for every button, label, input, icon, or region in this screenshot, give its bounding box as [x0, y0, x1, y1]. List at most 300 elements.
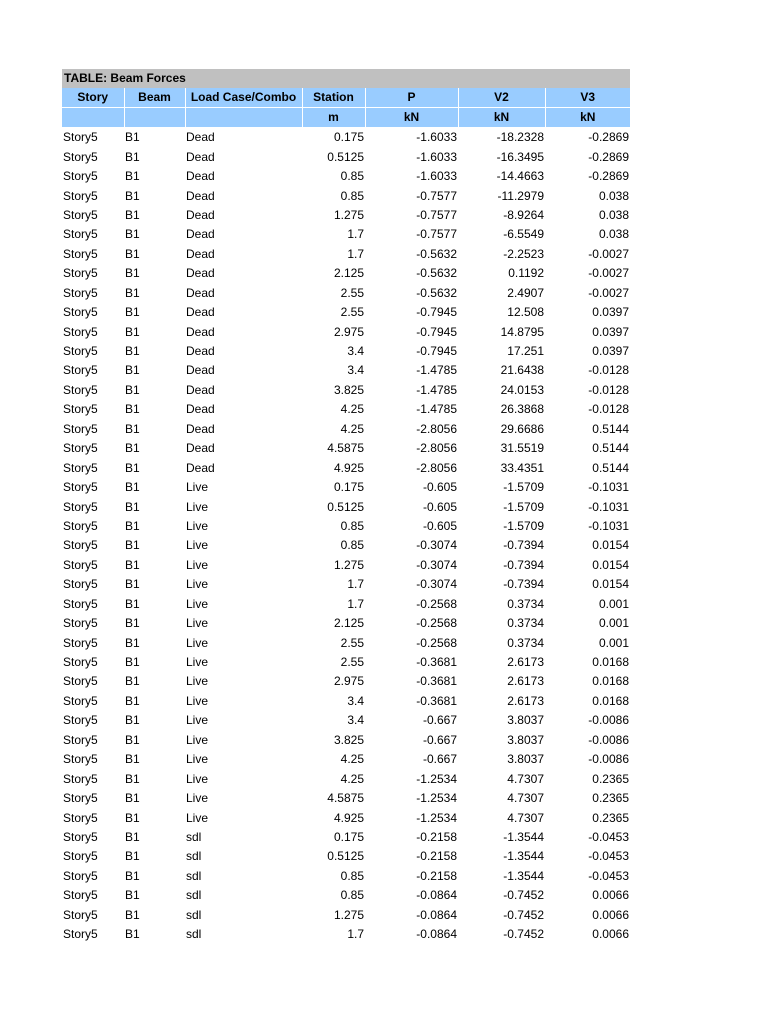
table-row [62, 517, 630, 536]
cell-v3: 0.0066 [592, 927, 629, 942]
cell-beam: B1 [125, 421, 140, 436]
cell-v2: 0.1192 [508, 266, 544, 281]
cell-load-case: Live [186, 810, 209, 825]
cell-p: -1.6033 [416, 130, 457, 145]
cell-story: Story5 [63, 888, 98, 903]
cell-beam: B1 [125, 849, 140, 864]
table-row [62, 361, 630, 380]
table-row [62, 672, 630, 691]
cell-v2: 14.8795 [500, 324, 544, 339]
cell-v3: 0.2365 [592, 810, 629, 825]
cell-p: -1.4785 [416, 363, 457, 378]
cell-load-case: sdl [186, 829, 202, 844]
cell-p: -0.7577 [416, 188, 457, 203]
cell-beam: B1 [125, 363, 140, 378]
table-row [62, 867, 630, 886]
cell-load-case: Dead [186, 402, 215, 417]
cell-v3: -0.2869 [588, 169, 629, 184]
beam-forces-table [62, 88, 630, 944]
cell-v3: 0.0397 [592, 305, 629, 320]
cell-station: 0.85 [340, 518, 364, 533]
table-row [62, 439, 630, 458]
cell-story: Story5 [63, 927, 98, 942]
cell-v2: 0.3734 [507, 635, 544, 650]
table-row [62, 303, 630, 322]
table-row [62, 614, 630, 633]
unit-load-case [185, 108, 302, 128]
cell-v2: -16.3495 [496, 149, 544, 164]
cell-v2: -0.7452 [503, 907, 544, 922]
cell-load-case: Live [186, 557, 209, 572]
cell-station: 3.825 [333, 382, 364, 397]
cell-story: Story5 [63, 829, 98, 844]
cell-station: 3.4 [347, 363, 364, 378]
cell-station: 0.85 [340, 888, 364, 903]
cell-v2: -18.2328 [496, 130, 544, 145]
cell-story: Story5 [63, 616, 98, 631]
cell-load-case: Live [186, 713, 209, 728]
cell-v3: 0.0066 [592, 888, 629, 903]
cell-station: 0.85 [340, 188, 364, 203]
cell-p: -0.3681 [416, 674, 457, 689]
cell-v3: 0.0397 [592, 324, 629, 339]
table-row [62, 381, 630, 400]
table-row [62, 653, 630, 672]
cell-beam: B1 [125, 460, 140, 475]
units-row [62, 108, 630, 128]
unit-v3: kN [545, 108, 630, 128]
cell-v3: 0.0168 [592, 655, 629, 670]
cell-story: Story5 [63, 713, 98, 728]
cell-story: Story5 [63, 635, 98, 650]
cell-load-case: Live [186, 518, 209, 533]
cell-story: Story5 [63, 752, 98, 767]
cell-beam: B1 [125, 441, 140, 456]
cell-v3: -0.0128 [588, 363, 629, 378]
header-p: P [365, 88, 458, 108]
cell-p: -0.7945 [416, 344, 457, 359]
cell-beam: B1 [125, 324, 140, 339]
cell-p: -0.0864 [416, 927, 457, 942]
cell-v2: -0.7452 [503, 927, 544, 942]
beam-forces-table-container [62, 69, 630, 944]
unit-story [62, 108, 124, 128]
cell-v2: 2.6173 [507, 655, 544, 670]
cell-station: 2.55 [340, 285, 364, 300]
cell-beam: B1 [125, 713, 140, 728]
cell-station: 3.825 [333, 732, 364, 747]
cell-station: 4.5875 [327, 441, 364, 456]
cell-p: -0.605 [422, 480, 457, 495]
cell-v3: -0.1031 [588, 518, 629, 533]
cell-v2: -1.5709 [503, 518, 544, 533]
cell-v3: 0.0168 [592, 693, 629, 708]
cell-beam: B1 [125, 227, 140, 242]
cell-beam: B1 [125, 518, 140, 533]
cell-p: -1.2534 [416, 771, 457, 786]
cell-v3: 0.038 [598, 207, 629, 222]
cell-v2: 21.6438 [500, 363, 544, 378]
cell-p: -0.3681 [416, 655, 457, 670]
cell-beam: B1 [125, 188, 140, 203]
cell-beam: B1 [125, 130, 140, 145]
cell-v3: 0.0397 [592, 344, 629, 359]
cell-story: Story5 [63, 402, 98, 417]
cell-p: -2.8056 [416, 460, 457, 475]
cell-load-case: Live [186, 616, 209, 631]
table-row [62, 458, 630, 477]
cell-beam: B1 [125, 674, 140, 689]
cell-v2: -2.2523 [503, 246, 544, 261]
cell-story: Story5 [63, 305, 98, 320]
cell-station: 2.975 [333, 674, 364, 689]
cell-v2: -1.5709 [503, 499, 544, 514]
cell-v2: -1.3544 [503, 829, 544, 844]
unit-beam [124, 108, 185, 128]
cell-beam: B1 [125, 791, 140, 806]
cell-p: -0.2158 [416, 849, 457, 864]
cell-story: Story5 [63, 557, 98, 572]
cell-load-case: Live [186, 771, 209, 786]
cell-beam: B1 [125, 207, 140, 222]
cell-station: 1.275 [333, 907, 364, 922]
cell-v2: 2.6173 [507, 693, 544, 708]
cell-station: 2.55 [340, 635, 364, 650]
cell-v3: -0.2869 [588, 149, 629, 164]
cell-station: 1.7 [347, 927, 364, 942]
unit-p: kN [365, 108, 458, 128]
cell-story: Story5 [63, 771, 98, 786]
cell-story: Story5 [63, 538, 98, 553]
table-row [62, 245, 630, 264]
cell-v3: -0.2869 [588, 130, 629, 145]
cell-beam: B1 [125, 266, 140, 281]
cell-v2: 12.508 [507, 305, 544, 320]
cell-beam: B1 [125, 149, 140, 164]
cell-station: 0.5125 [327, 849, 364, 864]
cell-story: Story5 [63, 324, 98, 339]
table-row [62, 769, 630, 788]
cell-station: 4.925 [333, 810, 364, 825]
cell-story: Story5 [63, 907, 98, 922]
cell-v2: 2.4907 [507, 285, 544, 300]
cell-story: Story5 [63, 460, 98, 475]
cell-load-case: Live [186, 732, 209, 747]
cell-load-case: Live [186, 596, 209, 611]
cell-load-case: Live [186, 499, 209, 514]
cell-story: Story5 [63, 421, 98, 436]
cell-p: -2.8056 [416, 421, 457, 436]
table-row [62, 633, 630, 652]
cell-v3: -0.0027 [588, 266, 629, 281]
cell-story: Story5 [63, 480, 98, 495]
cell-load-case: Dead [186, 207, 215, 222]
cell-beam: B1 [125, 888, 140, 903]
cell-load-case: Live [186, 635, 209, 650]
cell-p: -0.2568 [416, 596, 457, 611]
table-row [62, 711, 630, 730]
cell-load-case: Dead [186, 421, 215, 436]
table-row [62, 731, 630, 750]
cell-v3: -0.0453 [588, 849, 629, 864]
cell-load-case: Dead [186, 130, 215, 145]
cell-station: 1.275 [333, 557, 364, 572]
cell-p: -1.2534 [416, 810, 457, 825]
cell-v3: 0.2365 [592, 791, 629, 806]
cell-load-case: Dead [186, 363, 215, 378]
table-row [62, 536, 630, 555]
unit-v2: kN [458, 108, 545, 128]
cell-station: 1.7 [347, 577, 364, 592]
cell-v2: 4.7307 [507, 810, 544, 825]
cell-station: 0.5125 [327, 149, 364, 164]
cell-load-case: Live [186, 693, 209, 708]
cell-v2: 2.6173 [507, 674, 544, 689]
cell-story: Story5 [63, 518, 98, 533]
cell-station: 4.25 [340, 402, 364, 417]
cell-v3: 0.0066 [592, 907, 629, 922]
cell-story: Story5 [63, 130, 98, 145]
cell-story: Story5 [63, 363, 98, 378]
cell-station: 2.125 [333, 616, 364, 631]
table-row [62, 225, 630, 244]
cell-story: Story5 [63, 810, 98, 825]
cell-load-case: Live [186, 752, 209, 767]
cell-load-case: Dead [186, 169, 215, 184]
cell-v2: 33.4351 [500, 460, 544, 475]
cell-story: Story5 [63, 693, 98, 708]
table-row [62, 692, 630, 711]
cell-v3: 0.5144 [592, 441, 629, 456]
cell-p: -0.7945 [416, 305, 457, 320]
cell-station: 3.4 [347, 693, 364, 708]
table-row [62, 322, 630, 341]
cell-v3: 0.001 [598, 635, 629, 650]
cell-v2: 31.5519 [500, 441, 544, 456]
cell-story: Story5 [63, 849, 98, 864]
table-title: TABLE: Beam Forces [62, 69, 630, 88]
cell-p: -0.2158 [416, 829, 457, 844]
cell-load-case: sdl [186, 888, 202, 903]
cell-story: Story5 [63, 868, 98, 883]
cell-story: Story5 [63, 207, 98, 222]
cell-story: Story5 [63, 596, 98, 611]
table-row [62, 595, 630, 614]
cell-p: -0.3074 [416, 557, 457, 572]
cell-load-case: Dead [186, 460, 215, 475]
cell-load-case: sdl [186, 927, 202, 942]
cell-story: Story5 [63, 149, 98, 164]
cell-v2: -0.7394 [503, 557, 544, 572]
cell-load-case: Dead [186, 285, 215, 300]
cell-load-case: Dead [186, 344, 215, 359]
cell-p: -0.667 [422, 732, 457, 747]
cell-v3: 0.0154 [592, 577, 629, 592]
cell-v2: 29.6686 [500, 421, 544, 436]
table-row [62, 808, 630, 827]
cell-station: 0.175 [333, 480, 364, 495]
cell-v3: -0.0027 [588, 246, 629, 261]
cell-v2: 26.3868 [500, 402, 544, 417]
header-story: Story [62, 88, 124, 108]
table-row [62, 847, 630, 866]
cell-v3: -0.0086 [588, 752, 629, 767]
cell-beam: B1 [125, 635, 140, 650]
cell-beam: B1 [125, 868, 140, 883]
cell-beam: B1 [125, 402, 140, 417]
cell-station: 0.85 [340, 538, 364, 553]
cell-beam: B1 [125, 577, 140, 592]
cell-p: -0.667 [422, 713, 457, 728]
cell-beam: B1 [125, 499, 140, 514]
cell-v3: -0.1031 [588, 499, 629, 514]
cell-p: -0.3074 [416, 538, 457, 553]
cell-load-case: Live [186, 480, 209, 495]
cell-station: 2.55 [340, 655, 364, 670]
cell-load-case: Dead [186, 188, 215, 203]
cell-v2: -0.7452 [503, 888, 544, 903]
cell-load-case: Dead [186, 266, 215, 281]
cell-beam: B1 [125, 344, 140, 359]
cell-v2: 3.8037 [507, 732, 544, 747]
cell-p: -0.667 [422, 752, 457, 767]
cell-beam: B1 [125, 732, 140, 747]
cell-p: -0.605 [422, 499, 457, 514]
cell-p: -0.7577 [416, 227, 457, 242]
cell-load-case: Dead [186, 382, 215, 397]
table-row [62, 186, 630, 205]
cell-beam: B1 [125, 829, 140, 844]
cell-p: -0.5632 [416, 246, 457, 261]
cell-v3: -0.0453 [588, 868, 629, 883]
cell-load-case: Dead [186, 441, 215, 456]
cell-p: -1.4785 [416, 382, 457, 397]
cell-v2: 24.0153 [500, 382, 544, 397]
cell-load-case: Live [186, 791, 209, 806]
table-row [62, 342, 630, 361]
cell-load-case: sdl [186, 907, 202, 922]
table-body [62, 128, 630, 945]
table-row [62, 478, 630, 497]
cell-station: 2.55 [340, 305, 364, 320]
cell-story: Story5 [63, 188, 98, 203]
cell-v2: 0.3734 [507, 596, 544, 611]
cell-p: -0.3681 [416, 693, 457, 708]
cell-v3: 0.2365 [592, 771, 629, 786]
table-row [62, 284, 630, 303]
cell-station: 1.275 [333, 207, 364, 222]
cell-story: Story5 [63, 246, 98, 261]
cell-p: -1.6033 [416, 149, 457, 164]
cell-v2: 4.7307 [507, 771, 544, 786]
cell-v2: -1.3544 [503, 868, 544, 883]
cell-v3: 0.5144 [592, 460, 629, 475]
cell-v3: -0.0086 [588, 732, 629, 747]
cell-p: -0.605 [422, 518, 457, 533]
table-row [62, 147, 630, 166]
cell-beam: B1 [125, 538, 140, 553]
table-row [62, 128, 630, 148]
cell-load-case: Live [186, 538, 209, 553]
cell-p: -2.8056 [416, 441, 457, 456]
cell-v2: -8.9264 [503, 207, 544, 222]
cell-story: Story5 [63, 577, 98, 592]
cell-v3: -0.0027 [588, 285, 629, 300]
cell-station: 0.5125 [327, 499, 364, 514]
cell-beam: B1 [125, 927, 140, 942]
cell-v2: 3.8037 [507, 752, 544, 767]
cell-p: -0.5632 [416, 285, 457, 300]
cell-station: 3.4 [347, 713, 364, 728]
cell-p: -0.5632 [416, 266, 457, 281]
unit-station: m [302, 108, 365, 128]
cell-v2: -0.7394 [503, 538, 544, 553]
cell-beam: B1 [125, 907, 140, 922]
cell-v2: 0.3734 [507, 616, 544, 631]
cell-story: Story5 [63, 227, 98, 242]
cell-story: Story5 [63, 499, 98, 514]
table-row [62, 906, 630, 925]
cell-v3: 0.038 [598, 227, 629, 242]
cell-station: 0.175 [333, 130, 364, 145]
cell-load-case: Live [186, 577, 209, 592]
cell-beam: B1 [125, 616, 140, 631]
cell-v3: -0.0128 [588, 402, 629, 417]
cell-v3: 0.0154 [592, 538, 629, 553]
cell-v2: -1.3544 [503, 849, 544, 864]
cell-station: 2.125 [333, 266, 364, 281]
cell-load-case: Dead [186, 227, 215, 242]
cell-p: -0.0864 [416, 907, 457, 922]
cell-v2: 4.7307 [507, 791, 544, 806]
cell-p: -0.0864 [416, 888, 457, 903]
cell-station: 0.85 [340, 169, 364, 184]
cell-beam: B1 [125, 752, 140, 767]
cell-v3: 0.001 [598, 596, 629, 611]
cell-load-case: sdl [186, 849, 202, 864]
cell-v2: -14.4663 [496, 169, 544, 184]
cell-story: Story5 [63, 382, 98, 397]
cell-v3: -0.0086 [588, 713, 629, 728]
cell-v3: 0.0168 [592, 674, 629, 689]
cell-v3: 0.5144 [592, 421, 629, 436]
cell-station: 1.7 [347, 246, 364, 261]
cell-p: -0.2568 [416, 635, 457, 650]
cell-v3: 0.038 [598, 188, 629, 203]
cell-station: 3.4 [347, 344, 364, 359]
cell-station: 4.5875 [327, 791, 364, 806]
cell-p: -0.7945 [416, 324, 457, 339]
table-row [62, 497, 630, 516]
table-row [62, 750, 630, 769]
cell-p: -0.3074 [416, 577, 457, 592]
header-v2: V2 [458, 88, 545, 108]
cell-story: Story5 [63, 266, 98, 281]
cell-load-case: Dead [186, 246, 215, 261]
cell-beam: B1 [125, 596, 140, 611]
cell-station: 1.7 [347, 596, 364, 611]
header-beam: Beam [124, 88, 185, 108]
cell-v3: -0.0128 [588, 382, 629, 397]
cell-beam: B1 [125, 810, 140, 825]
cell-station: 4.25 [340, 771, 364, 786]
cell-beam: B1 [125, 480, 140, 495]
cell-p: -1.4785 [416, 402, 457, 417]
table-row [62, 828, 630, 847]
cell-station: 4.25 [340, 421, 364, 436]
cell-story: Story5 [63, 169, 98, 184]
cell-v3: 0.0154 [592, 557, 629, 572]
